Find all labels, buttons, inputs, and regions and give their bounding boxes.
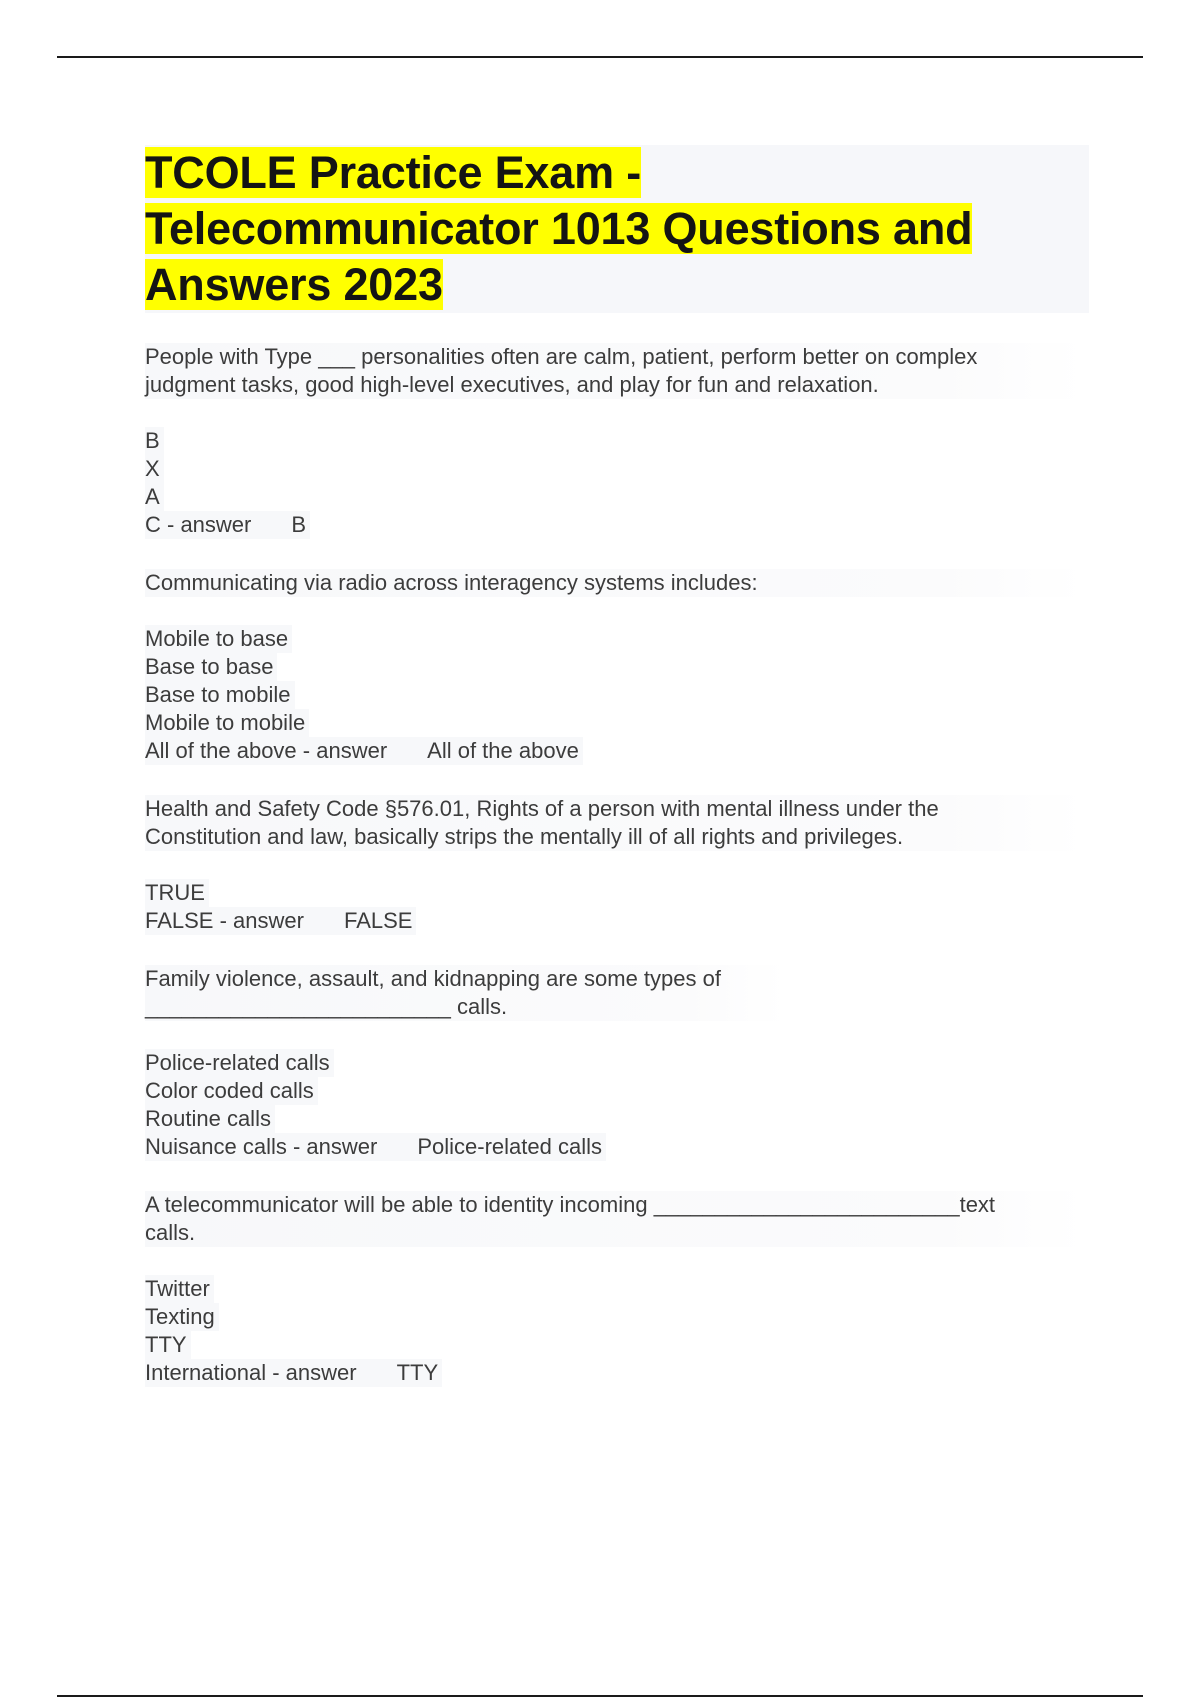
question-text xyxy=(145,1191,1085,1247)
option-item: B xyxy=(145,427,1085,455)
options-list xyxy=(145,1049,1085,1161)
question-line: judgment tasks, good high-level executives, and play for fun and relaxation. xyxy=(145,372,879,397)
option-label: All of the above xyxy=(145,738,297,763)
question-block xyxy=(145,795,1085,935)
question-line: A telecommunicator will be able to identity incoming _________________________text xyxy=(145,1192,996,1217)
answer-label: - answer xyxy=(213,908,304,933)
option-item: Twitter xyxy=(145,1275,1085,1303)
option-item: TRUE xyxy=(145,879,1085,907)
option-item: Mobile to mobile xyxy=(145,709,1085,737)
option-item-with-answer xyxy=(145,1133,1085,1161)
title-line: Telecommunicator 1013 Questions and xyxy=(145,203,973,254)
answer-label: - answer xyxy=(296,738,388,763)
answer-value: TTY xyxy=(396,1360,439,1385)
question-line: Communicating via radio across interagency systems includes: xyxy=(145,570,758,595)
answer-label: - answer xyxy=(160,512,252,537)
question-line: Constitution and law, basically strips the mentally ill of all rights and privileges. xyxy=(145,824,904,849)
question-line: calls. xyxy=(145,1220,196,1245)
title-line: TCOLE Practice Exam - xyxy=(145,147,641,198)
option-item: A xyxy=(145,483,1085,511)
option-item: Base to mobile xyxy=(145,681,1085,709)
question-text xyxy=(145,569,1085,597)
answer-label: - answer xyxy=(286,1134,378,1159)
option-item: Texting xyxy=(145,1303,1085,1331)
document-title xyxy=(145,145,1089,313)
option-item: Routine calls xyxy=(145,1105,1085,1133)
answer-value: Police-related calls xyxy=(417,1134,602,1159)
options-list xyxy=(145,1275,1085,1387)
answer-value: B xyxy=(291,512,307,537)
answer-value: FALSE xyxy=(343,908,413,933)
option-item-with-answer xyxy=(145,1359,1085,1387)
option-item-with-answer xyxy=(145,907,1085,935)
question-line: People with Type ___ personalities often are calm, patient, perform better on complex xyxy=(145,344,978,369)
options-list xyxy=(145,427,1085,539)
options-list xyxy=(145,625,1085,765)
question-text xyxy=(145,795,1085,851)
option-item: Color coded calls xyxy=(145,1077,1085,1105)
question-block xyxy=(145,965,1085,1161)
option-item: TTY xyxy=(145,1331,1085,1359)
document-body xyxy=(145,145,1085,1387)
question-block xyxy=(145,343,1085,539)
option-item: Mobile to base xyxy=(145,625,1085,653)
question-block xyxy=(145,1191,1085,1387)
question-text xyxy=(145,343,1085,399)
question-line: Health and Safety Code §576.01, Rights of a person with mental illness under the xyxy=(145,796,939,821)
option-item: Police-related calls xyxy=(145,1049,1085,1077)
option-label: C xyxy=(145,512,161,537)
question-line: _________________________ calls. xyxy=(145,994,508,1019)
option-item-with-answer xyxy=(145,737,1085,765)
question-block xyxy=(145,569,1085,765)
option-item: X xyxy=(145,455,1085,483)
top-rule xyxy=(57,56,1143,58)
title-line: Answers 2023 xyxy=(145,259,443,310)
option-label: FALSE xyxy=(145,908,214,933)
answer-label: - answer xyxy=(266,1360,357,1385)
option-item-with-answer xyxy=(145,511,1085,539)
option-item: Base to base xyxy=(145,653,1085,681)
question-line: Family violence, assault, and kidnapping are some types of xyxy=(145,966,721,991)
option-label: Nuisance calls xyxy=(145,1134,287,1159)
bottom-rule xyxy=(57,1695,1143,1697)
options-list xyxy=(145,879,1085,935)
answer-value: All of the above xyxy=(427,738,579,763)
question-text xyxy=(145,965,785,1021)
title-block xyxy=(145,145,1089,313)
option-label: International xyxy=(145,1360,267,1385)
